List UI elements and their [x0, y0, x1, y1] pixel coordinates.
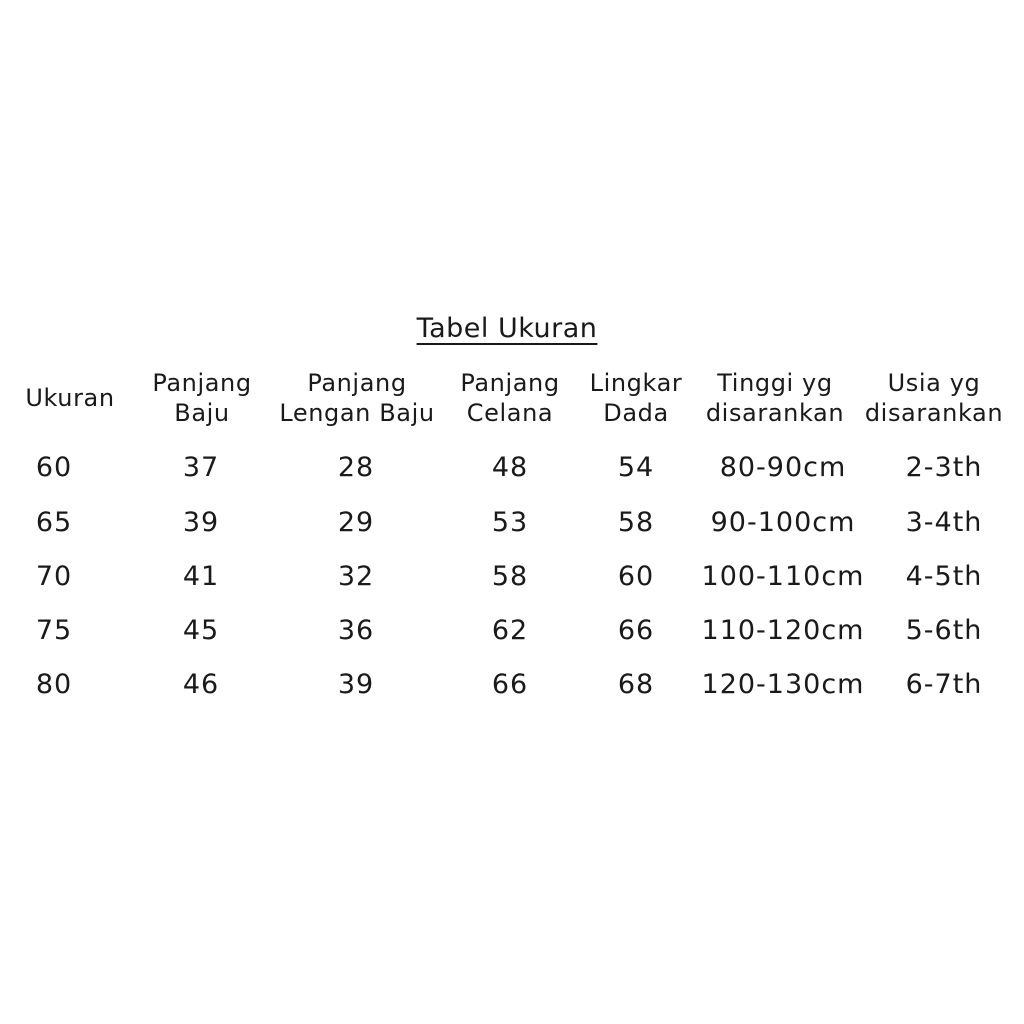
table-cell: 39 [182, 507, 220, 538]
table-cell: 80 [35, 669, 73, 700]
table-cell: 110-120cm [701, 615, 865, 646]
header-panjang-baju: Panjang Baju [152, 369, 252, 427]
header-panjang-lengan-baju: Panjang Lengan Baju [279, 369, 435, 427]
table-cell: 58 [491, 561, 529, 592]
table-cell: 29 [337, 507, 375, 538]
table-cell: 120-130cm [701, 669, 865, 700]
table-cell: 60 [35, 452, 73, 483]
table-cell: 66 [617, 615, 655, 646]
header-lingkar-dada: Lingkar Dada [589, 369, 683, 427]
header-ukuran: Ukuran [25, 384, 115, 412]
table-cell: 68 [617, 669, 655, 700]
table-cell: 32 [337, 561, 375, 592]
table-cell: 62 [491, 615, 529, 646]
table-cell: 90-100cm [710, 507, 856, 538]
table-cell: 5-6th [905, 615, 983, 646]
table-cell: 80-90cm [719, 452, 847, 483]
table-cell: 70 [35, 561, 73, 592]
table-cell: 39 [337, 669, 375, 700]
table-cell: 36 [337, 615, 375, 646]
table-cell: 37 [182, 452, 220, 483]
table-cell: 4-5th [905, 561, 983, 592]
table-cell: 2-3th [905, 452, 983, 483]
header-panjang-celana: Panjang Celana [460, 369, 560, 427]
table-cell: 58 [617, 507, 655, 538]
table-title: Tabel Ukuran [416, 313, 598, 344]
table-cell: 28 [337, 452, 375, 483]
table-cell: 53 [491, 507, 529, 538]
table-cell: 75 [35, 615, 73, 646]
table-cell: 54 [617, 452, 655, 483]
table-cell: 3-4th [905, 507, 983, 538]
table-cell: 65 [35, 507, 73, 538]
header-usia: Usia yg disarankan [864, 369, 1004, 427]
table-cell: 48 [491, 452, 529, 483]
table-cell: 41 [182, 561, 220, 592]
header-tinggi: Tinggi yg disarankan [705, 369, 845, 427]
table-cell: 66 [491, 669, 529, 700]
table-cell: 100-110cm [701, 561, 865, 592]
table-cell: 6-7th [905, 669, 983, 700]
table-cell: 46 [182, 669, 220, 700]
table-cell: 60 [617, 561, 655, 592]
table-cell: 45 [182, 615, 220, 646]
